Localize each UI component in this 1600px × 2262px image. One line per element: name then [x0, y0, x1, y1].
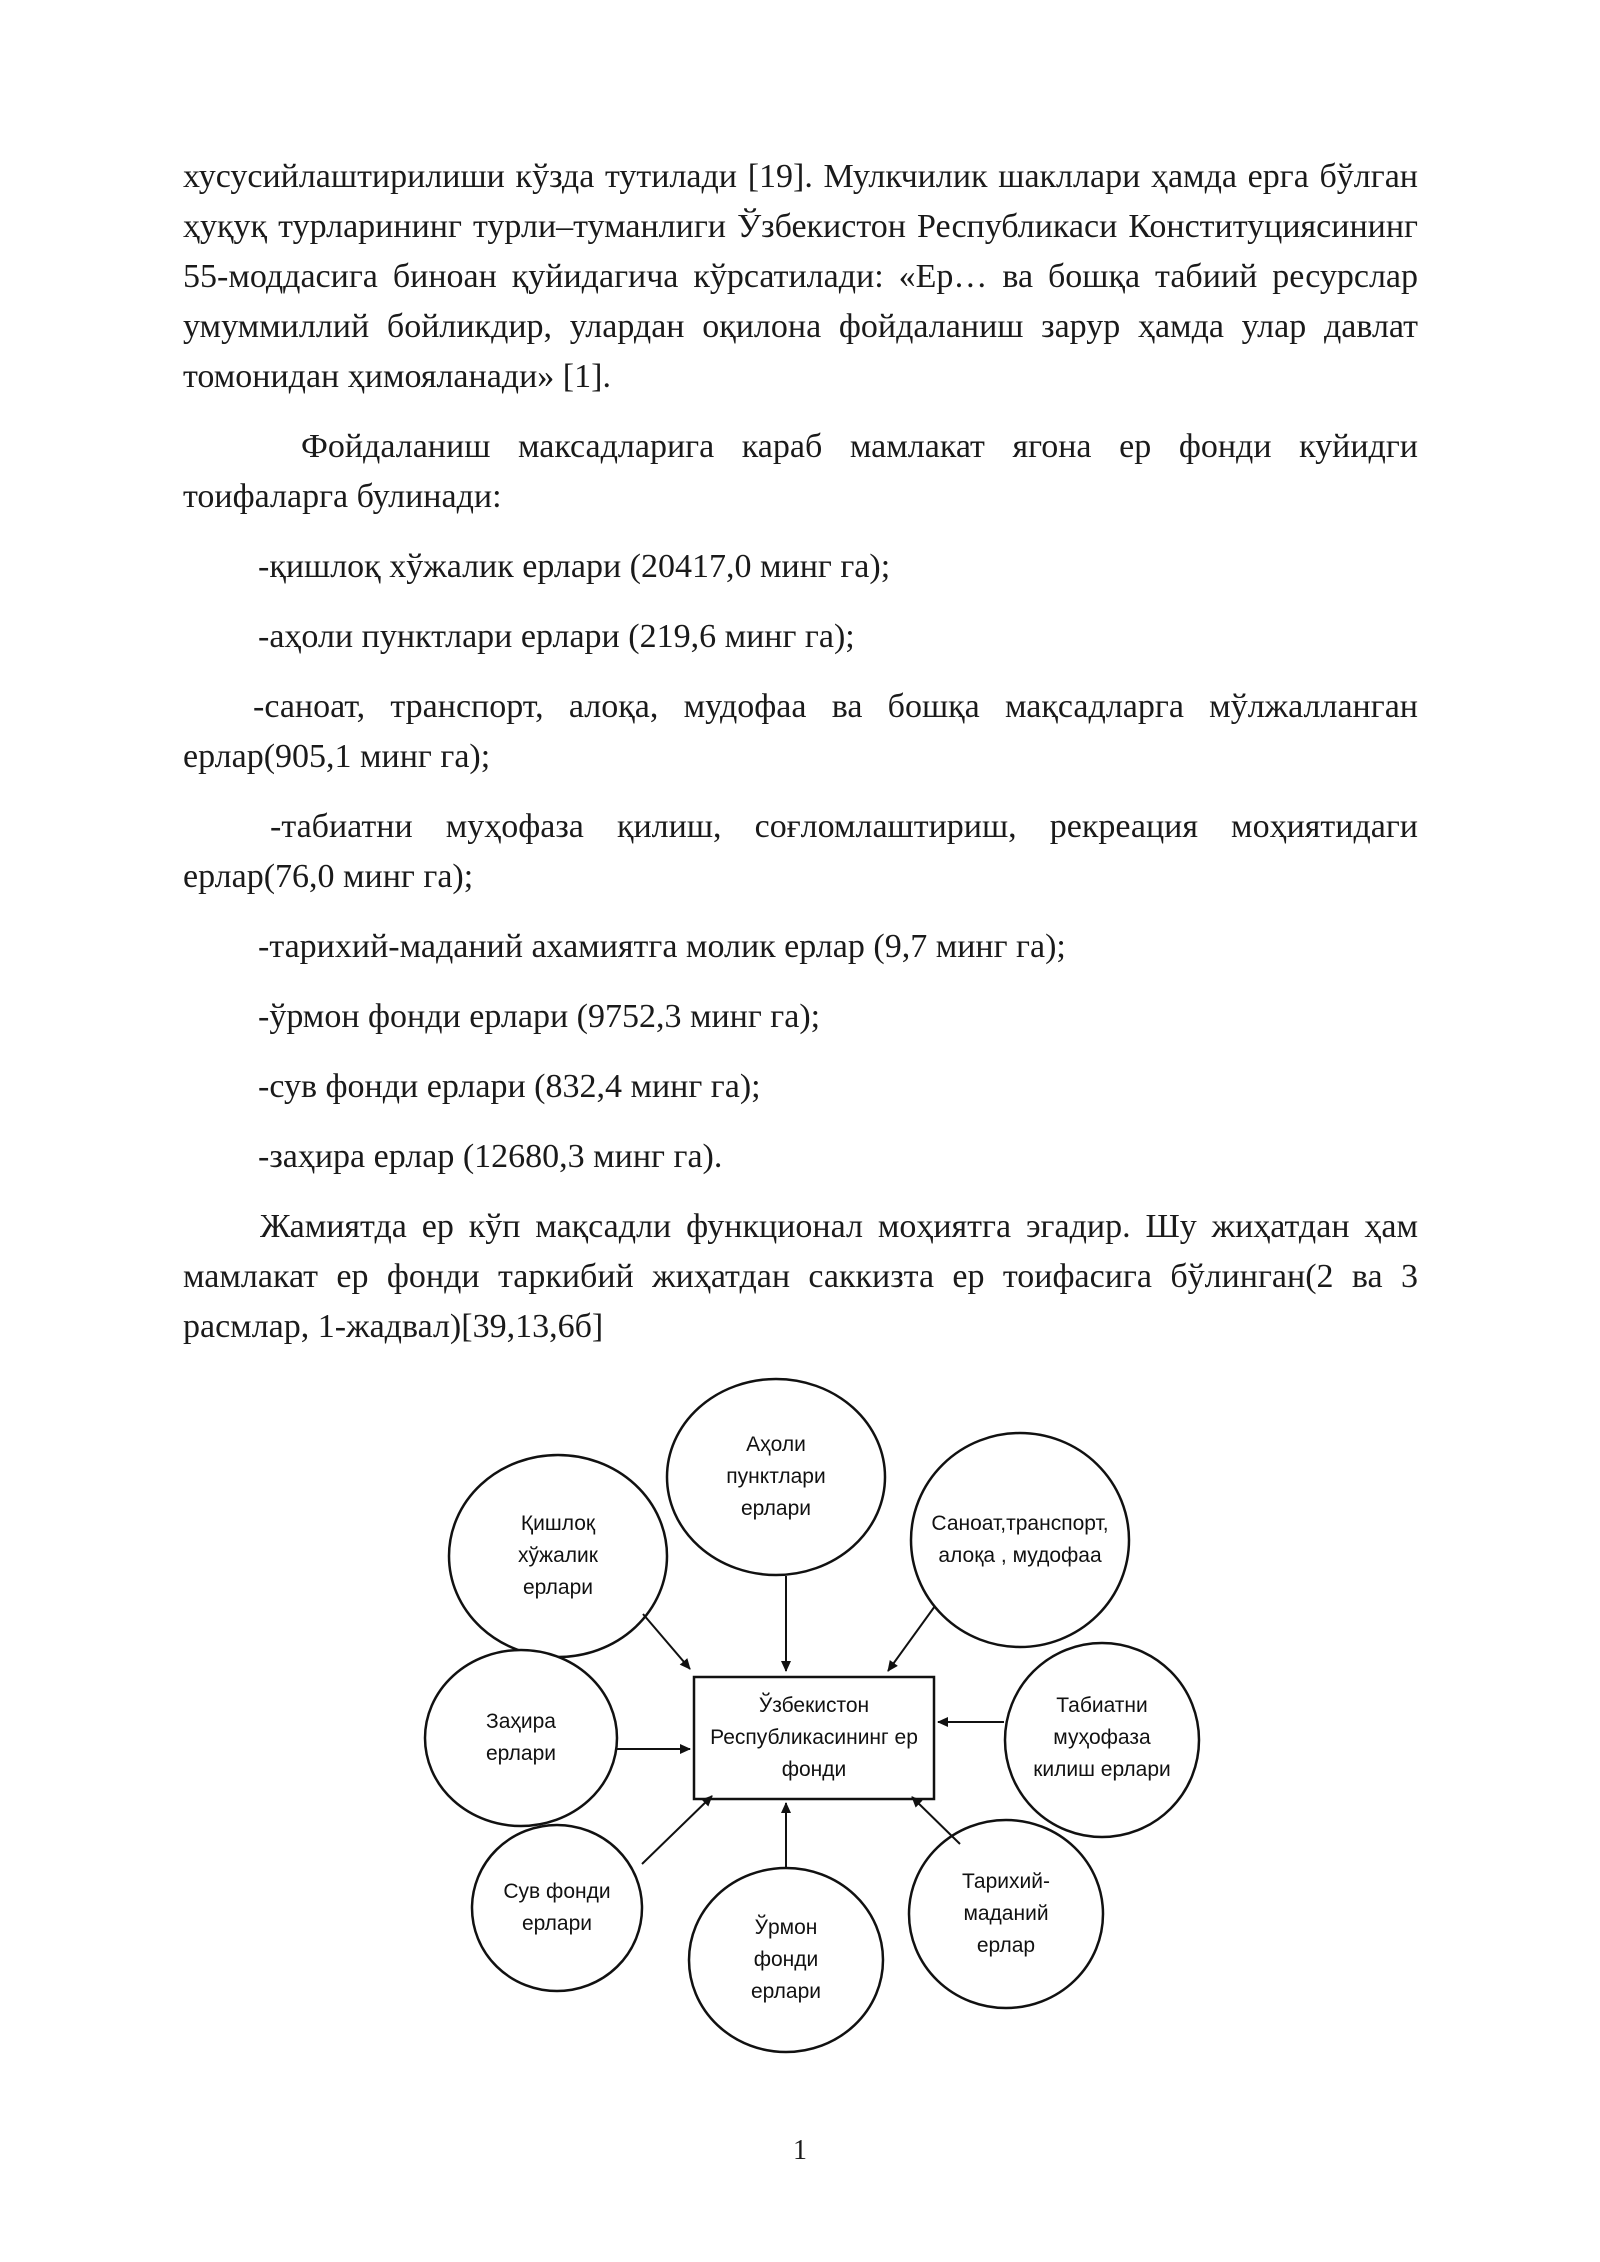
- node-label-nature: Табиатни муҳофаза килиш ерлари: [1033, 1694, 1171, 1781]
- center-label: Ўзбекистон Республикасининг ер фонди: [710, 1694, 918, 1781]
- list-item-settlements: -аҳоли пунктлари ерлари (219,6 минг га);: [258, 618, 855, 655]
- list-item-water: -сув фонди ерлари (832,4 минг га);: [258, 1068, 761, 1105]
- list-item-forest: -ўрмон фонди ерлари (9752,3 минг га);: [258, 998, 821, 1035]
- node-label-historical: Тарихий-маданий ерлар: [962, 1870, 1050, 1957]
- page-number: 1: [793, 2135, 807, 2166]
- node-label-settlements: Аҳоли пунктлари ерлари: [726, 1433, 826, 1520]
- list-item-reserve: -заҳира ерлар (12680,3 минг га).: [258, 1138, 723, 1175]
- node-label-agricultural: Қишлоқ хўжалик ерлари: [518, 1512, 598, 1599]
- node-label-reserve: Заҳира ерлари: [486, 1710, 556, 1765]
- arrow-water: [642, 1796, 712, 1864]
- node-label-forest: Ўрмон фонди ерлари: [751, 1916, 821, 2003]
- arrow-industry: [888, 1606, 935, 1671]
- paragraph-categories-intro: Фойдаланиш максадларига караб мамлакат ягона ер фонди куйидги тоифаларга булинади:: [183, 428, 1418, 515]
- node-label-water: Сув фонди ерлари: [503, 1880, 611, 1935]
- list-item-nature: -табиатни муҳофаза қилиш, соғломлаштириш, рекреация моҳиятидаги ерлар(76,0 минг га);: [183, 808, 1418, 895]
- list-item-historical: -тарихий-маданий ахамиятга молик ерлар (9,7 минг га);: [258, 928, 1066, 965]
- node-label-industry: Саноат,транспорт, алоқа , мудофаа: [931, 1512, 1109, 1567]
- paragraph-constitution: хусусийлаштирилиши кўзда тутилади [19]. Мулкчилик шакллари ҳамда ерга бўлган ҳуқуқ турларининг турли–туманлиги Ўзбекистон Республикаси Конституциясининг 55-моддасига биноан қуйидагича кўрсатилади: «Ер… ва бошқа табиий ресурслар умуммиллий бойликдир, улардан оқилона фойдаланиш зарур ҳамда улар давлат томонидан ҳимояланади» [1].: [183, 158, 1418, 395]
- paragraph-eight-categories: Жамиятда ер кўп мақсадли функционал моҳиятга эгадир. Шу жиҳатдан ҳам мамлакат ер фонди таркибий жиҳатдан саккизта ер тоифасига бўлинган(2 ва 3 расмлар, 1-жадвал)[39,13,6б]: [183, 1208, 1418, 1345]
- arrow-historical: [912, 1797, 960, 1844]
- arrow-agricultural: [643, 1614, 690, 1669]
- list-item-industry: -саноат, транспорт, алоқа, мудофаа ва бошқа мақсадларга мўлжалланган ерлар(905,1 минг га);: [183, 688, 1418, 775]
- list-item-agricultural: -қишлоқ хўжалик ерлари (20417,0 минг га);: [258, 548, 891, 585]
